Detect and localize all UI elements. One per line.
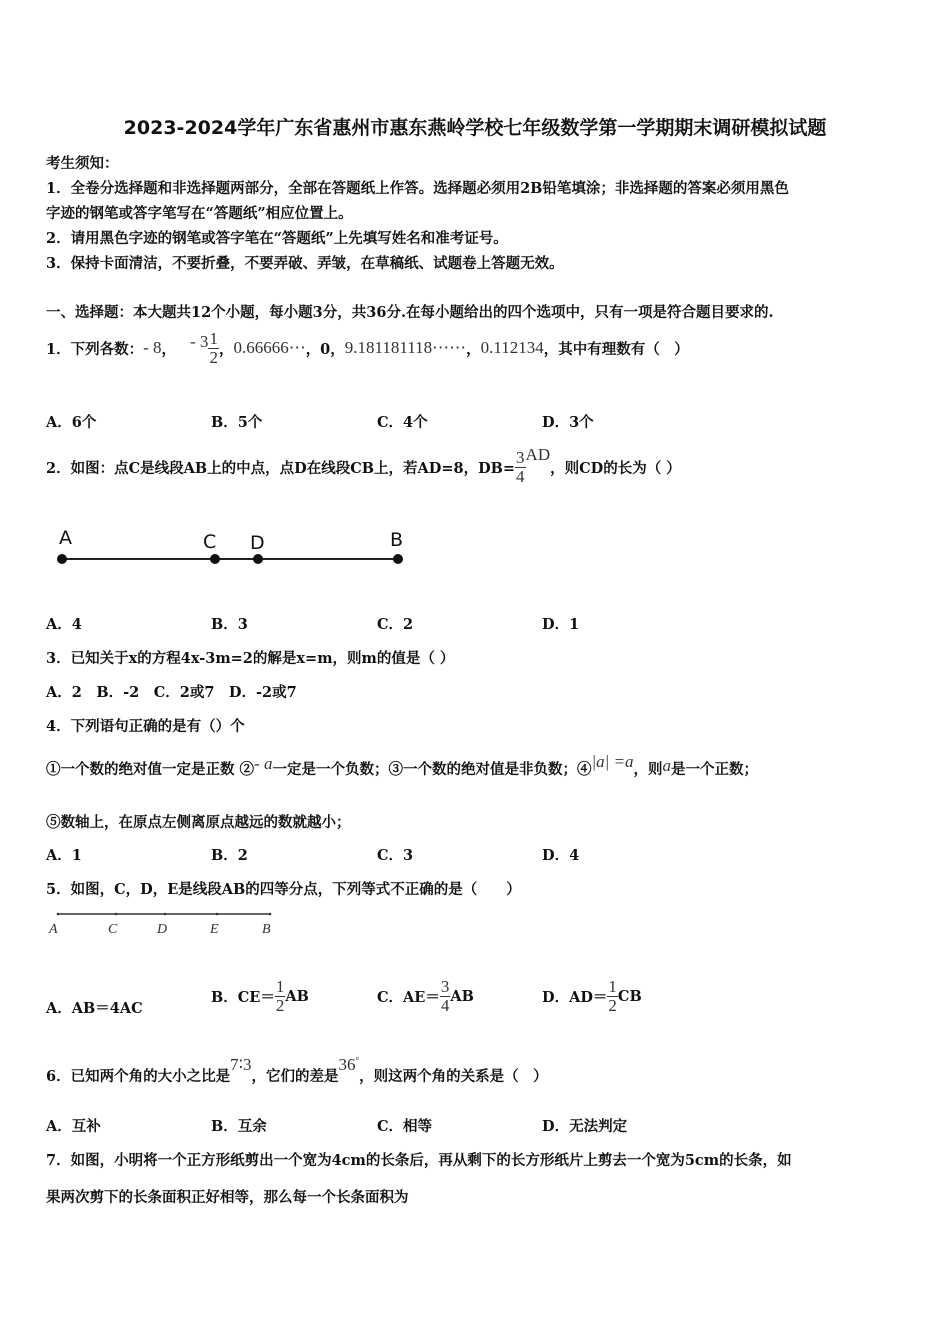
q1-sep-4: ， (466, 340, 481, 358)
q2-prefix: 2．如图：点C是线段AB上的中点，点D在线段CB上，若AD=8，DB= (46, 459, 516, 477)
point-c (115, 913, 118, 916)
q1-prefix: 1．下列各数： (46, 340, 144, 358)
q6-degree: ° (355, 1055, 360, 1066)
q4-a-variable: a (662, 756, 672, 775)
label-b: B (262, 922, 271, 937)
q1-mixed-fraction: $\frac{1}{2}$ (209, 328, 218, 367)
q6-option-c: C．相等 (377, 1118, 433, 1135)
notice-line-1b: 字迹的钢笔或答字笔写在“答题纸”相应位置上。 (46, 205, 353, 222)
point-a (57, 913, 60, 916)
q4-statement-5: ⑤数轴上，在原点左侧离原点越远的数就越小； (46, 814, 351, 831)
q2-suffix: ，则CD的长为（ ） (550, 459, 681, 477)
question-3: 3．已知关于x的方程4x-3m=2的解是x=m，则m的值是（ ） (46, 650, 455, 667)
q6-angle: 36° (338, 1055, 360, 1074)
label-d: D (157, 922, 168, 937)
q4-statements (46, 748, 758, 788)
q5-d-fraction: $\frac{1}{2}$ (608, 976, 617, 1015)
q4-option-c: C．3 (377, 847, 414, 864)
q5-option-d: D．AD＝ $\frac{1}{2}$ CB (542, 976, 642, 1015)
q1-number-3: 0.66666⋯ (233, 338, 306, 357)
section-heading: 一、选择题：本大题共12个小题，每小题3分，共36分.在每小题给出的四个选项中，只有一项是符合题目要求的. (46, 304, 774, 321)
q1-number-5: 0.112134 (480, 338, 544, 357)
q1-number-1: - 8 (143, 338, 162, 357)
q2-option-a: A．4 (46, 616, 82, 633)
q1-sep-2: ， (218, 340, 234, 358)
q2-option-b: B．3 (211, 616, 248, 633)
q6-ratio: 7∶3 (230, 1055, 252, 1074)
q6-option-a: A．互补 (46, 1118, 101, 1135)
q5-c-fraction: $\frac{3}{4}$ (440, 976, 450, 1015)
label-d: D (250, 532, 265, 554)
notice-heading: 考生须知： (46, 155, 119, 172)
label-c: C (203, 531, 217, 553)
q2-fraction: $\frac{3}{4}$ (516, 447, 525, 486)
q5-option-b: B．CE＝ $\frac{1}{2}$ AB (211, 976, 309, 1015)
question-6: 6．已知两个角的大小之比是 7∶3 ，它们的差是 36° ，则这两个角的关系是（ ） (46, 1055, 548, 1085)
question-7-line-2: 果两次剪下的长条面积正好相等，那么每一个长条面积为 (46, 1189, 409, 1206)
point-b (393, 554, 403, 564)
label-e: E (210, 922, 219, 937)
q6-option-d: D．无法判定 (542, 1118, 628, 1135)
q1-option-c: C．4个 (377, 414, 428, 431)
label-a: A (49, 922, 58, 937)
q4-option-a: A．1 (46, 847, 82, 864)
q1-suffix: ，其中有理数有（ ） (543, 340, 689, 358)
notice-line-1a: 1．全卷分选择题和非选择题两部分，全部在答题纸上作答。选择题必须用2B铅笔填涂；非选择题的答案必须用黑色 (46, 180, 789, 197)
q1-sep-1: ， (161, 340, 177, 358)
question-2 (46, 443, 681, 491)
q4-option-d: D．4 (542, 847, 580, 864)
q1-mixed-whole: - 3 (190, 332, 209, 351)
point-c (210, 554, 220, 564)
q4-option-b: B．2 (211, 847, 248, 864)
q5-option-a: A．AB＝4AC (46, 1000, 143, 1017)
q1-option-b: B．5个 (211, 414, 263, 431)
q4-statement-4: 是一个正数； (671, 760, 759, 778)
point-a (57, 554, 67, 564)
q6-option-b: B．互余 (211, 1118, 267, 1135)
q2-option-d: D．1 (542, 616, 580, 633)
label-b: B (390, 529, 404, 551)
q5-line-segment-figure (44, 906, 284, 940)
q1-option-d: D．3个 (542, 414, 594, 431)
q4-statement-3: ，则 (633, 760, 663, 778)
question-7-line-1: 7．如图，小明将一个正方形纸剪出一个宽为4cm的长条后，再从剩下的长方形纸片上剪去一个宽为5cm的长条，如 (46, 1152, 792, 1169)
q4-neg-a: - a (254, 754, 273, 773)
q1-sep-3: ，0， (305, 340, 345, 358)
point-b (269, 913, 272, 916)
point-e (216, 913, 219, 916)
q2-fraction-tail: AD (525, 445, 551, 464)
label-a: A (59, 527, 72, 549)
q2-option-c: C．2 (377, 616, 414, 633)
notice-line-2: 2．请用黑色字迹的钢笔或答字笔在“答题纸”上先填写姓名和准考证号。 (46, 230, 508, 247)
exam-title: 2023-2024学年广东省惠州市惠东燕岭学校七年级数学第一学期期末调研模拟试题 (123, 117, 827, 139)
q3-options: A．2 B．-2 C．2或7 D．-2或7 (46, 684, 297, 701)
question-1 (46, 326, 689, 370)
q2-line-segment-figure (40, 520, 420, 576)
question-4: 4．下列语句正确的是有（）个 (46, 718, 245, 735)
q1-number-4: 9.181181118⋯⋯ (344, 338, 467, 357)
q4-statement-1: ①一个数的绝对值一定是正数 ② (46, 760, 255, 778)
point-d (164, 913, 167, 916)
q1-option-a: A．6个 (46, 414, 97, 431)
label-c: C (108, 922, 118, 937)
q5-b-fraction: $\frac{1}{2}$ (275, 976, 285, 1015)
notice-line-3: 3．保持卡面清洁，不要折叠，不要弄破、弄皱，在草稿纸、试题卷上答题无效。 (46, 255, 564, 272)
q4-abs-expression: |a| =a (591, 752, 634, 771)
question-5: 5．如图，C，D，E是线段AB的四等分点，下列等式不正确的是（ ） (46, 881, 521, 898)
q4-statement-2: 一定是一个负数；③一个数的绝对值是非负数；④ (272, 760, 592, 778)
point-d (253, 554, 263, 564)
q5-option-c: C．AE＝ $\frac{3}{4}$ AB (377, 976, 474, 1015)
